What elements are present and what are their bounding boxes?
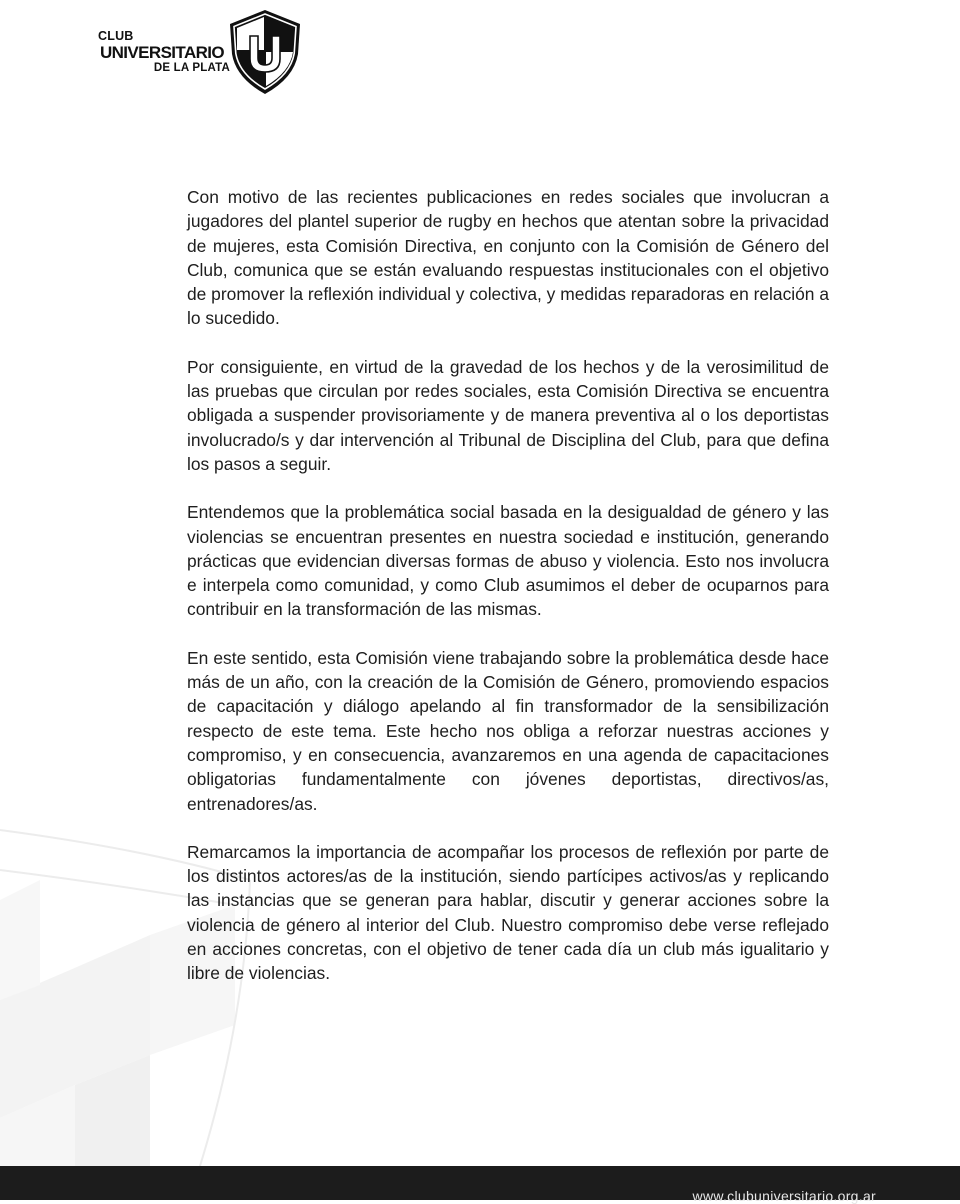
club-logo — [94, 8, 314, 100]
footer-website-link[interactable]: www.clubuniversitario.org.ar — [692, 1188, 876, 1204]
logo-wordmark — [94, 30, 230, 74]
statement-paragraph-4: En este sentido, esta Comisión viene trabajando sobre la problemática desde hace más de un año, con la creación de la Comisión de Género, promoviendo espacios de capacitación y diálogo apelando al fin transformador de la sensibilización respecto de este tema. Este hecho nos obliga a reforzar nuestras acciones y compromiso, y en consecuencia, avanzaremos en una agenda de capacitaciones obligatorias fundamentalmente con jóvenes deportistas, directivos/as, entrenadores/as. — [187, 647, 829, 814]
logo-line-club: CLUB — [98, 29, 134, 43]
logo-line-de-la-plata: DE LA PLATA — [153, 61, 230, 74]
logo-line-universitario: UNIVERSITARIO — [99, 42, 225, 62]
statement-paragraph-5: Remarcamos la importancia de acompañar los procesos de reflexión por parte de los distintos actores/as de la institución, siendo partícipes activos/as y replicando las instancias que se generan para hablar, discutir y generar acciones sobre la violencia de género al interior del Club. Nuestro compromiso debe verse reflejado en acciones concretas, con el objetivo de tener cada día un club más igualitario y libre de violencias. — [187, 841, 829, 984]
club-shield-icon — [228, 8, 302, 96]
statement-paragraph-3: Entendemos que la problemática social basada en la desigualdad de género y las violencias se encuentran presentes en nuestra sociedad e institución, generando prácticas que evidencian diversas formas de abuso y violencia. Esto nos involucra e interpela como comunidad, y como Club asumimos el deber de ocuparnos para contribuir en la transformación de las mismas. — [187, 502, 829, 620]
statement-body — [187, 185, 829, 1010]
statement-paragraph-1: Con motivo de las recientes publicaciones en redes sociales que involucran a jugadores del plantel superior de rugby en hechos que atentan sobre la privacidad de mujeres, esta Comisión Directiva, en conjunto con la Comisión de Género del Club, comunica que se están evaluando respuestas institucionales con el objetivo de promover la reflexión individual y colectiva, y medidas reparadoras en relación a lo sucedido. — [187, 187, 829, 329]
shield-letter: U — [228, 8, 229, 9]
footer-bar — [0, 1166, 960, 1204]
statement-paragraph-2: Por consiguiente, en virtud de la gravedad de los hechos y de la verosimilitud de las pruebas que circulan por redes sociales, esta Comisión Directiva se encuentra obligada a suspender provisoriamente y de manera preventiva al o los deportistas involucrado/s y dar intervención al Tribunal de Disciplina del Club, para que defina los pasos a seguir. — [187, 356, 829, 474]
